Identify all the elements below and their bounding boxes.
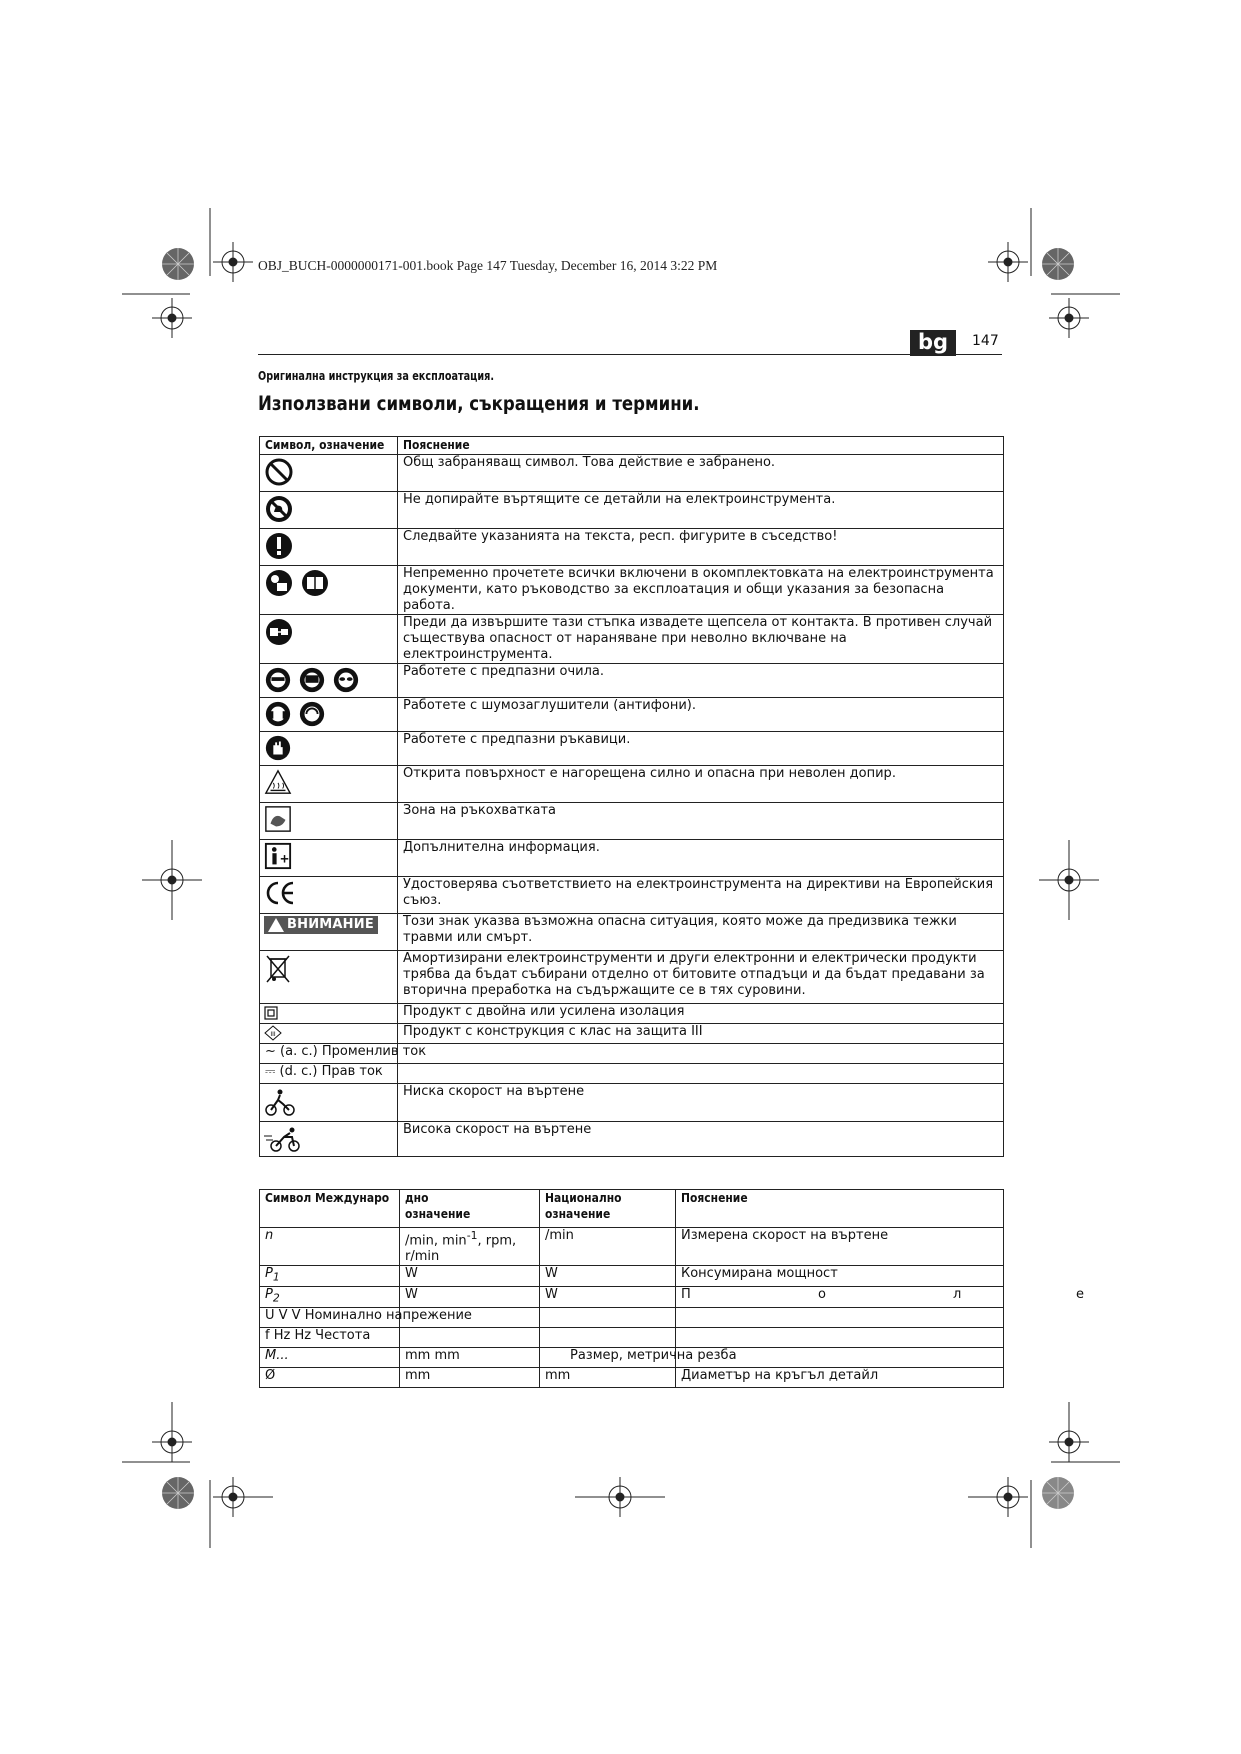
explanation-cell: Не допирайте въртящите се детайли на електроинструмента. <box>398 492 1004 529</box>
table-row <box>260 698 1004 732</box>
symbol-cell <box>260 732 398 766</box>
do-not-touch-rotating-icon <box>264 494 294 524</box>
symbol-cell: Ø <box>260 1367 400 1387</box>
explanation-cell <box>398 1064 1004 1084</box>
table-row <box>260 1044 1004 1064</box>
registration-target-icon <box>213 242 253 282</box>
international-cell: mm <box>400 1367 540 1387</box>
goggles-icon <box>332 666 360 694</box>
symbol-cell <box>260 1024 398 1044</box>
book-icon <box>300 568 330 598</box>
info-plus-icon <box>264 842 292 870</box>
read-manual-icon <box>264 568 294 598</box>
symbol-cell <box>260 492 398 529</box>
symbol-cell <box>260 951 398 1004</box>
national-cell: W <box>540 1286 676 1307</box>
explanation-cell: Преди да извършите тази стъпка извадете щепсела от контакта. В противен случай съществува опасност от нараняване при неволно включване на електроинструмента. <box>398 615 1004 664</box>
table-row <box>260 1228 1004 1266</box>
table-row <box>260 914 1004 951</box>
explanation-cell: Измерена скорост на въртене <box>676 1228 1004 1266</box>
header-international: дно означение <box>400 1190 540 1228</box>
prohibition-icon <box>264 457 294 487</box>
table-row <box>260 615 1004 664</box>
registration-target-icon <box>213 1477 273 1517</box>
direct-current-icon: ⎓ <box>265 1064 276 1079</box>
symbol-cell <box>260 766 398 803</box>
weee-bin-icon <box>264 953 292 985</box>
symbol-cell: f Hz Hz Честота <box>260 1327 400 1347</box>
header-explanation: Пояснение <box>398 437 1004 455</box>
table-row <box>260 455 1004 492</box>
table-row <box>260 1004 1004 1024</box>
table-row <box>260 1367 1004 1387</box>
exclamation-icon <box>264 531 294 561</box>
table-row <box>260 1266 1004 1287</box>
header-national: Национално означение <box>540 1190 676 1228</box>
hot-surface-icon <box>264 768 292 796</box>
symbol-cell: U V V Номинално напрежение <box>260 1307 400 1327</box>
symbol-cell <box>260 615 398 664</box>
registration-target-icon <box>968 1477 1028 1517</box>
national-cell: /min <box>540 1228 676 1266</box>
symbol-cell: $P_2$ <box>260 1286 400 1307</box>
explanation-cell: Открита повърхност е нагорещена силно и опасна при неволен допир. <box>398 766 1004 803</box>
page-title: Използвани символи, съкращения и термини. <box>258 392 700 415</box>
table-row <box>260 1024 1004 1044</box>
header-rule <box>258 354 1002 355</box>
explanation-cell: Общ забраняващ символ. Това действие е забранено. <box>398 455 1004 492</box>
low-speed-cyclist-icon <box>264 1086 296 1118</box>
explanation-cell: Работете с шумозаглушители (антифони). <box>398 698 1004 732</box>
table-row <box>260 1064 1004 1084</box>
symbol-cell <box>260 664 398 698</box>
table-row <box>260 492 1004 529</box>
page-number: 147 <box>972 333 999 349</box>
symbol-cell: M... <box>260 1347 400 1367</box>
stray-char: е <box>1076 1286 1084 1302</box>
header-symbol: Символ, означение <box>260 437 398 455</box>
national-cell <box>540 1327 676 1347</box>
explanation-cell <box>676 1307 1004 1327</box>
class-iii-icon <box>264 1025 282 1041</box>
explanation-cell: Амортизирани електроинструменти и други електронни и електрически продукти трябва да бъдат събирани отделно от битовите отпадъци и да бъдат предавани за вторична преработка на съдържащите се в тях суровини. <box>398 951 1004 1004</box>
symbol-cell <box>260 914 398 951</box>
symbol-cell: $P_1$ <box>260 1266 400 1287</box>
symbol-cell <box>260 566 398 615</box>
registration-target-icon <box>575 1477 665 1517</box>
international-cell: mm mm <box>400 1347 540 1367</box>
symbol-cell <box>260 698 398 732</box>
language-badge: bg <box>910 330 956 356</box>
explanation-cell: Продукт с двойна или усилена изолация <box>398 1004 1004 1024</box>
table-row <box>260 664 1004 698</box>
international-cell: /min, $\min^{-1}$, rpm, r/min <box>400 1228 540 1266</box>
table-header-row <box>260 437 1004 455</box>
table-row <box>260 951 1004 1004</box>
table-row <box>260 1122 1004 1157</box>
registration-target-icon <box>152 1402 192 1462</box>
registration-target-icon <box>152 298 192 338</box>
international-cell <box>400 1327 540 1347</box>
symbol-cell <box>260 1084 398 1122</box>
international-cell: W <box>400 1266 540 1287</box>
explanation-cell: Продукт с конструкция с клас на защита III <box>398 1024 1004 1044</box>
ear-muffs-icon <box>298 700 326 728</box>
registration-target-icon <box>988 242 1028 282</box>
explanation-cell: Работете с предпазни очила. <box>398 664 1004 698</box>
table-row <box>260 566 1004 615</box>
document-subtitle: Оригинална инструкция за експлоатация. <box>258 368 495 383</box>
registration-target-icon <box>142 840 202 920</box>
symbol-cell: ~ (a. c.) Променлив ток <box>260 1044 398 1064</box>
explanation-cell: Консумирана мощност <box>676 1266 1004 1287</box>
table-row <box>260 840 1004 877</box>
symbol-cell <box>260 1122 398 1157</box>
abbreviations-table <box>259 1189 1084 1388</box>
grip-zone-icon <box>264 805 292 833</box>
header-symbol: Символ Междунарo <box>260 1190 400 1228</box>
header-explanation: Пояснение <box>676 1190 1004 1228</box>
explanation-cell: Допълнителна информация. <box>398 840 1004 877</box>
explanation-cell: Работете с предпазни ръкавици. <box>398 732 1004 766</box>
explanation-cell: Зона на ръкохватката <box>398 803 1004 840</box>
registration-target-icon <box>1049 1402 1089 1462</box>
double-insulation-icon <box>264 1006 278 1020</box>
warning-badge: ВНИМАНИЕ <box>264 916 378 934</box>
national-cell: mm <box>540 1367 676 1387</box>
explanation-cell: Следвайте указанията на текста, респ. фигурите в съседство! <box>398 529 1004 566</box>
unplug-icon <box>264 617 294 647</box>
high-speed-cyclist-icon <box>264 1124 304 1154</box>
ce-mark-icon <box>264 879 296 907</box>
table-row <box>260 529 1004 566</box>
table-row <box>260 1084 1004 1122</box>
warning-triangle-icon <box>268 918 284 932</box>
explanation-cell: Този знак указва възможна опасна ситуация, която може да предизвика тежки травми или смърт. <box>398 914 1004 951</box>
symbol-cell <box>260 1004 398 1024</box>
safety-glasses-icon <box>264 666 292 694</box>
table-row <box>260 1307 1004 1327</box>
alternating-current-icon: ~ <box>265 1044 276 1059</box>
table-row <box>260 877 1004 914</box>
explanation-cell: Висока скорост на въртене <box>398 1122 1004 1157</box>
symbol-cell <box>260 840 398 877</box>
symbol-cell <box>260 877 398 914</box>
face-shield-icon <box>298 666 326 694</box>
file-header: OBJ_BUCH-0000000171-001.book Page 147 Tuesday, December 16, 2014 3:22 PM <box>258 258 718 273</box>
explanation-cell: Удостоверява съответствието на електроинструмента на директиви на Европейския съюз. <box>398 877 1004 914</box>
table-row <box>260 1347 1004 1367</box>
explanation-cell: П о л е <box>676 1286 1004 1307</box>
national-cell <box>540 1307 676 1327</box>
symbol-cell: ⎓ (d. c.) Прав ток <box>260 1064 398 1084</box>
registration-target-icon <box>1039 840 1099 920</box>
table-row <box>260 766 1004 803</box>
international-cell: W <box>400 1286 540 1307</box>
table-row <box>260 732 1004 766</box>
symbols-table <box>259 436 1004 1157</box>
registration-target-icon <box>1049 298 1089 338</box>
symbol-cell: n <box>260 1228 400 1266</box>
table-row <box>260 1286 1004 1307</box>
symbol-cell <box>260 803 398 840</box>
symbol-cell <box>260 529 398 566</box>
table-header-row <box>260 1190 1004 1228</box>
explanation-cell: Ниска скорост на въртене <box>398 1084 1004 1122</box>
national-cell: Размер, метрична резба <box>540 1347 676 1367</box>
symbol-cell <box>260 455 398 492</box>
explanation-cell <box>676 1327 1004 1347</box>
svg-text:III: III <box>270 1031 276 1038</box>
table-row <box>260 1327 1004 1347</box>
gloves-icon <box>264 734 292 762</box>
explanation-cell: Непременно прочетете всички включени в окомплектовката на електроинструмента документи, като ръководство за експлоатация и общи указания за безопасна работа. <box>398 566 1004 615</box>
explanation-cell: Диаметър на кръгъл детайл <box>676 1367 1004 1387</box>
table-row <box>260 803 1004 840</box>
national-cell: W <box>540 1266 676 1287</box>
ear-protection-icon <box>264 700 292 728</box>
explanation-cell <box>398 1044 1004 1064</box>
